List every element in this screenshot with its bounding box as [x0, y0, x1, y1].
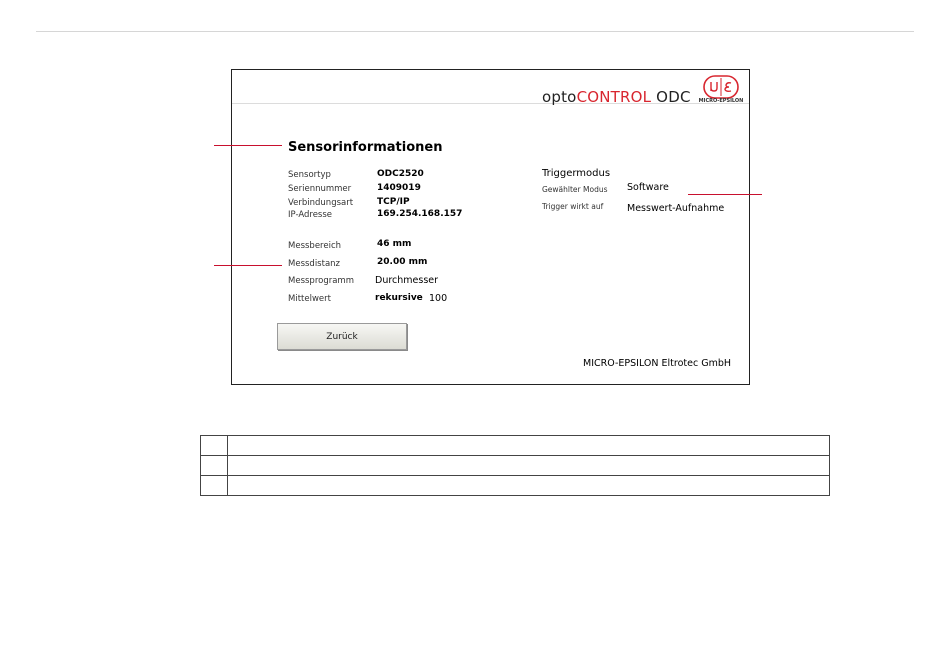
label-verbindungsart: Verbindungsart: [288, 198, 354, 208]
value-seriennummer: 1409019: [377, 183, 421, 193]
sensor-info-screen: [231, 69, 750, 385]
label-sensortyp: Sensortyp: [288, 170, 331, 180]
page-header-rule: [36, 31, 914, 32]
page-title: Sensorinformationen: [288, 140, 443, 155]
value-ip-adresse: 169.254.168.157: [377, 209, 463, 219]
label-ip-adresse: IP-Adresse: [288, 210, 333, 220]
brand-highlight: CONTROL: [576, 88, 652, 106]
logo-text: MICRO-EPSILON: [698, 98, 744, 104]
legend-number-cell: [201, 456, 228, 476]
legend-text-cell: [228, 436, 830, 456]
table-row: [201, 476, 830, 496]
value-gewaehlter-modus: Software: [627, 182, 669, 193]
value-messbereich: 46 mm: [377, 239, 412, 249]
table-row: [201, 456, 830, 476]
value-sensortyp: ODC2520: [377, 169, 424, 179]
brand-prefix: opto: [542, 88, 577, 106]
company-footer: MICRO-EPSILON Eltrotec GmbH: [583, 358, 732, 369]
trigger-heading: Triggermodus: [542, 168, 611, 179]
value-mittelwert-count: 100: [429, 293, 448, 304]
legend-text-cell: [228, 456, 830, 476]
value-messprogramm: Durchmesser: [375, 275, 439, 286]
brand-name: [542, 88, 691, 106]
callout-line-measurement: [214, 265, 282, 266]
legend-text-cell: [228, 476, 830, 496]
value-mittelwert: rekursive: [375, 293, 423, 303]
logo-mark-icon: [700, 74, 742, 100]
label-messbereich: Messbereich: [288, 241, 342, 251]
callout-line-trigger: [688, 194, 762, 195]
micro-epsilon-logo: [700, 74, 742, 104]
brand-suffix: ODC: [651, 88, 691, 106]
label-gewaehlter-modus: Gewählter Modus: [542, 185, 608, 194]
label-messdistanz: Messdistanz: [288, 259, 340, 269]
value-verbindungsart: TCP/IP: [377, 197, 410, 207]
value-messdistanz: 20.00 mm: [377, 257, 428, 267]
legend-number-cell: [201, 436, 228, 456]
back-button[interactable]: Zurück: [277, 323, 407, 350]
label-messprogramm: Messprogramm: [288, 276, 354, 286]
table-row: [201, 436, 830, 456]
legend-number-cell: [201, 476, 228, 496]
label-mittelwert: Mittelwert: [288, 294, 331, 304]
callout-legend-table: [200, 435, 830, 496]
callout-line-title: [214, 145, 282, 146]
label-seriennummer: Seriennummer: [288, 184, 352, 194]
label-trigger-wirkt-auf: Trigger wirkt auf: [542, 202, 604, 211]
value-trigger-wirkt-auf: Messwert-Aufnahme: [627, 203, 725, 214]
